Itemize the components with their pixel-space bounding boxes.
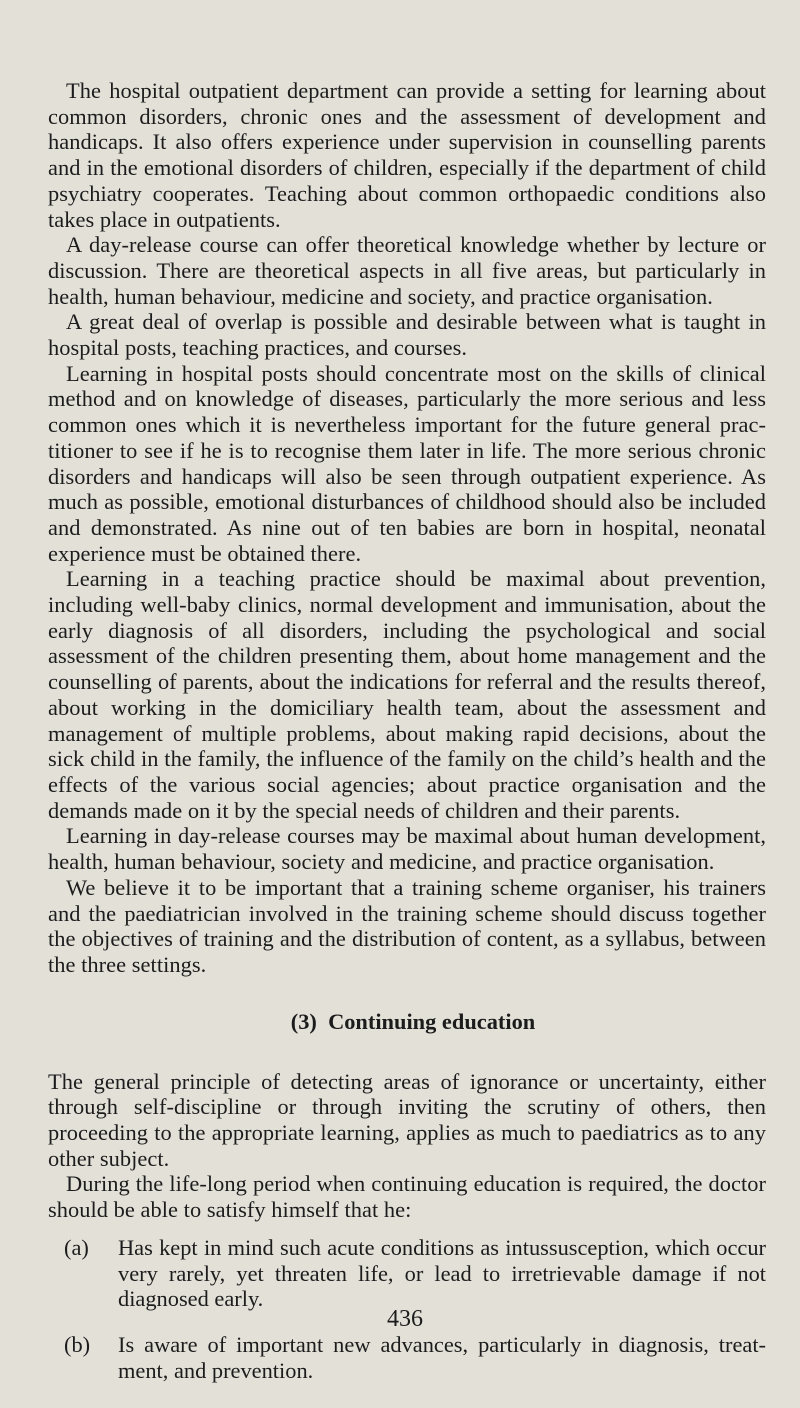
paragraph-overlap: A great deal of overlap is possible and desirable between what is taught in hospital posts, teaching practices, and courses. xyxy=(48,309,766,361)
page-number: 436 xyxy=(387,1306,423,1332)
list-marker: (b) xyxy=(64,1331,91,1357)
section-heading xyxy=(48,1009,766,1035)
paragraph-training-scheme: We believe it to be important that a training scheme organiser, his trainers and the paediatrician involved in the training scheme should discuss together the objectives of training and the distribution of content, as a syllabus, between the three settings. xyxy=(48,874,766,977)
paragraph-life-long: During the life-long period when continuing education is required, the doctor should be able to satisfy himself that he: xyxy=(48,1171,766,1223)
list-item-text: Has kept in mind such acute conditions as intussusception, which occur very rarely, yet threaten life, or lead to irretrievable damage if not diagnosed early. xyxy=(118,1234,766,1312)
list-item xyxy=(48,1332,766,1383)
list-item-text: Is aware of important new advances, particularly in diagnosis, treat-ment, and prevention. xyxy=(118,1331,766,1383)
section-title: Continuing education xyxy=(328,1008,536,1034)
list-item xyxy=(48,1235,766,1312)
paragraph-general-principle: The general principle of detecting areas of ignorance or uncertainty, either through self-discipline or through inviting the scrutiny of others, then proceeding to the appropriate learning, applies as much to paediatrics as to any other subject. xyxy=(48,1068,766,1171)
section-number: (3) xyxy=(290,1008,317,1034)
paragraph-day-release-courses: Learning in day-release courses may be maximal about human development, health, human behaviour, society and medicine, and practice organisation. xyxy=(48,823,766,875)
list-marker: (a) xyxy=(64,1234,89,1260)
paragraph-outpatient: The hospital outpatient department can provide a setting for learning about common disorders, chronic ones and the assessment of development and handicaps. It also offers experience under supervision in counselling parents and in the emotional disorders of children, especially if the department of child psychiatry cooperates. Teaching about common orthopaedic conditions also takes place in outpatients. xyxy=(48,78,766,232)
paragraph-day-release: A day-release course can offer theoretical knowledge whether by lecture or discussion. There are theoretical aspects in all five areas, but particularly in health, human behaviour, medicine and society, and practice organisation. xyxy=(48,232,766,309)
paragraph-hospital-posts: Learning in hospital posts should concentrate most on the skills of clinical method and on knowledge of diseases, particularly the more serious and less common ones which it is nevertheless important for the future general prac-titioner to see if he is to recognise them later in life. The more serious chronic disorders and handicaps will also be seen through outpatient experience. As much as possible, emotional disturbances of childhood should also be included and demonstrated. As nine out of ten babies are born in hospital, neonatal experience must be obtained there. xyxy=(48,360,766,566)
paragraph-teaching-practice: Learning in a teaching practice should be maximal about prevention, including well-baby clinics, normal development and immunisation, about the early diagnosis of all disorders, including the psychological and social assessment of the children presenting them, about home management and the counselling of parents, about the indications for referral and the results thereof, about working in the domiciliary health team, about the assessment and management of multiple problems, about making rapid decisions, about the sick child in the family, the influence of the family on the child’s health and the effects of the various social agencies; about practice organisation and the demands made on it by the special needs of children and their parents. xyxy=(48,566,766,823)
